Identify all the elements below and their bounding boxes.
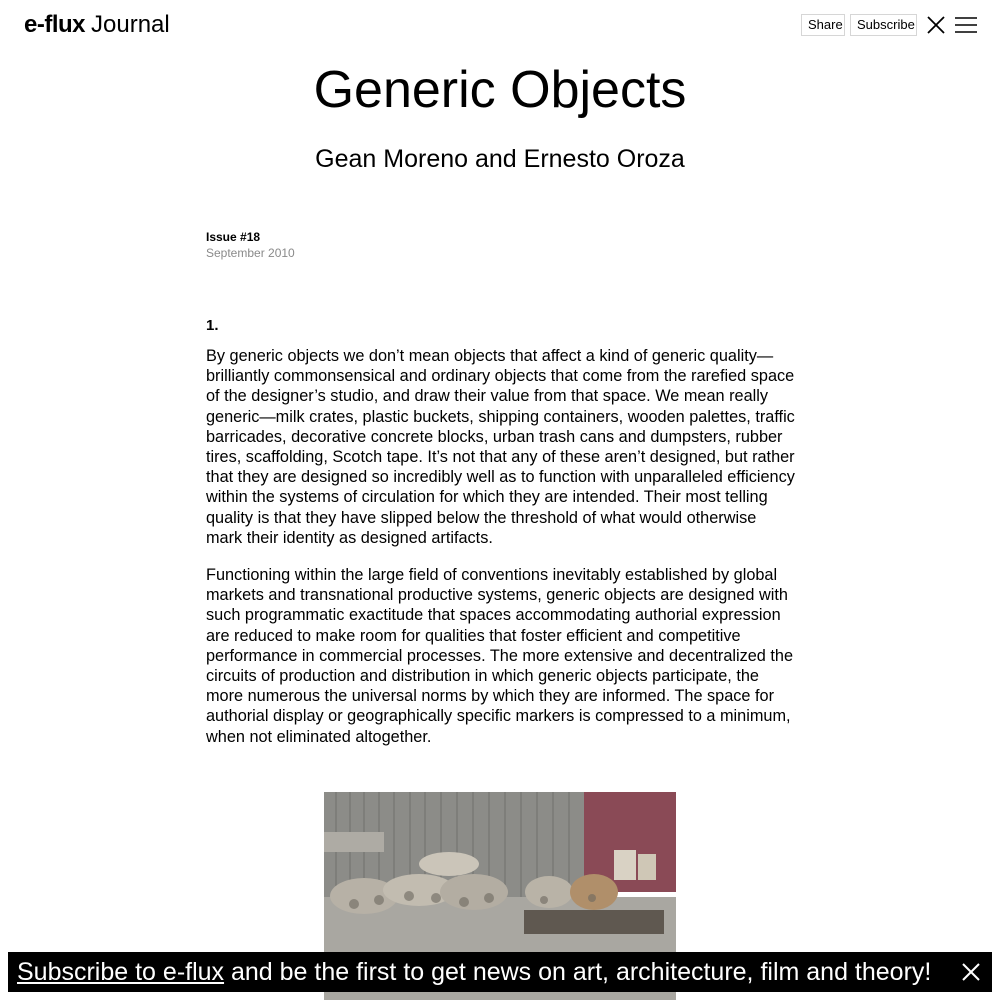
article-paragraph: Functioning within the large field of conventions inevitably established by global markets and transnational productive systems, generic objects are designed with such programmatic exactitude that spaces accommodating authorial expression are reduced to make room for qualities that foster efficient and competitive performance in commercial processes. The more extensive and decentralized the circuits of production and distribution in which generic objects participate, the more numerous the universal norms by which they are informed. The space for authorial display or geographically specific markers is compressed to a minimum, when not eliminated altogether. bbox=[206, 566, 794, 746]
issue-link[interactable]: Issue #18 bbox=[206, 230, 261, 244]
subscribe-banner bbox=[8, 952, 992, 992]
article-title: Generic Objects bbox=[313, 61, 687, 119]
hamburger-menu-icon[interactable] bbox=[955, 15, 977, 35]
logo-section: Journal bbox=[91, 11, 170, 38]
banner-message bbox=[17, 955, 931, 989]
article-paragraph: By generic objects we don’t mean objects that affect a kind of generic quality—brilliantly commonsensical and ordinary objects that come from the rarefied space of the designer’s studio, and draw their value from that space. We mean really generic—milk crates, plastic buckets, shipping containers, wooden palettes, traffic barricades, decorative concrete blocks, urban trash cans and dumpsters, rubber tires, scaffolding, Scotch tape. It’s not that any of these aren’t designed, but rather that they are designed so incredibly well as to function with unparalleled efficiency within the systems of circulation for which they are intended. Their most telling quality is that they have slipped below the threshold of what would otherwise mark their identity as designed artifacts. bbox=[206, 347, 795, 547]
subscribe-button[interactable]: Subscribe bbox=[850, 14, 917, 36]
section-number: 1. bbox=[206, 317, 219, 334]
banner-message-text: and be the first to get news on art, architecture, film and theory! bbox=[224, 958, 932, 986]
logo-brand: e-flux bbox=[24, 11, 86, 38]
share-button[interactable]: Share bbox=[801, 14, 845, 36]
close-icon[interactable] bbox=[962, 963, 980, 981]
site-logo[interactable] bbox=[24, 10, 170, 40]
banner-subscribe-link[interactable]: Subscribe to e-flux bbox=[17, 958, 225, 986]
top-bar bbox=[0, 0, 1000, 50]
issue-date: September 2010 bbox=[206, 246, 295, 260]
close-icon[interactable] bbox=[926, 15, 946, 35]
article-authors[interactable]: Gean Moreno and Ernesto Oroza bbox=[315, 145, 685, 173]
